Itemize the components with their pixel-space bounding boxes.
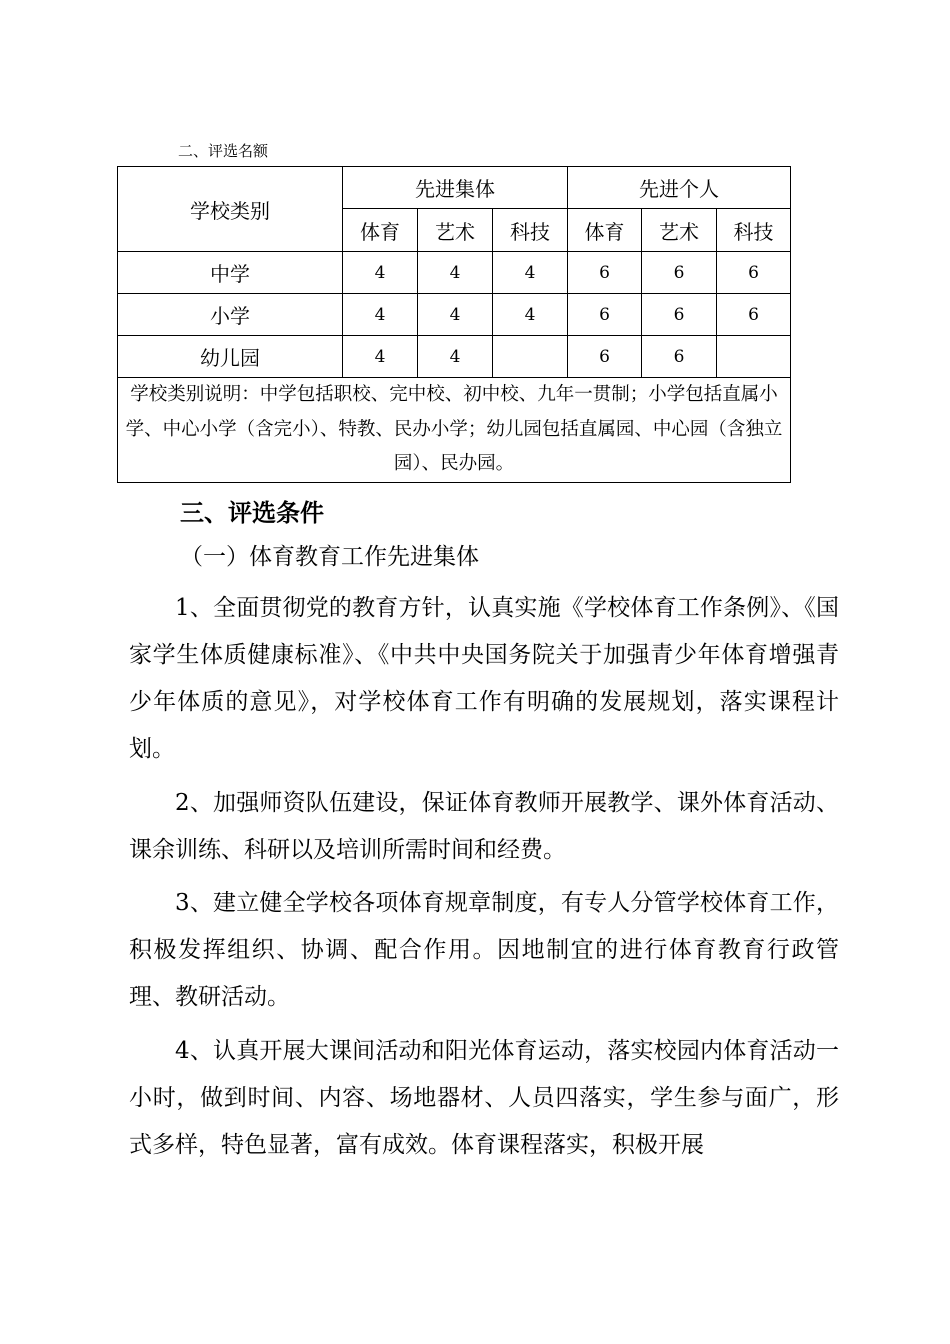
table-row	[118, 252, 791, 294]
table-cell	[717, 336, 791, 378]
subheader-cell: 艺术	[418, 209, 493, 252]
paragraph-1: 1、全面贯彻党的教育方针，认真实施《学校体育工作条例》、《国家学生体质健康标准》、《中共中央国务院关于加强青少年体育增强青少年体质的意见》，对学校体育工作有明确的发展规划，落实课程计划。	[129, 595, 839, 762]
subheader-cell: 体育	[343, 209, 418, 252]
table-cell: 6	[568, 252, 642, 294]
table-row	[118, 336, 791, 378]
school-type-header: 学校类别	[118, 167, 343, 252]
table-row	[118, 294, 791, 336]
paragraph-2: 2、加强师资队伍建设，保证体育教师开展教学、课外体育活动、课余训练、科研以及培训所需时间和经费。	[129, 790, 839, 863]
table-cell: 6	[568, 336, 642, 378]
table-cell: 6	[642, 336, 717, 378]
table-note-row	[118, 378, 791, 483]
table-header-row	[118, 167, 791, 209]
paragraph-4: 4、认真开展大课间活动和阳光体育运动，落实校园内体育活动一小时，做到时间、内容、场地器材、人员四落实，学生参与面广，形式多样，特色显著，富有成效。体育课程落实，积极开展	[129, 1038, 839, 1158]
paragraph-3: 3、建立健全学校各项体育规章制度，有专人分管学校体育工作，积极发挥组织、协调、配合作用。因地制宜的进行体育教育行政管理、教研活动。	[129, 890, 839, 1010]
section-heading: 三、评选条件	[180, 498, 324, 527]
row-label: 中学	[118, 252, 343, 294]
row-label: 幼儿园	[118, 336, 343, 378]
subheader-cell: 科技	[493, 209, 568, 252]
table-cell	[493, 336, 568, 378]
table-cell: 4	[418, 294, 493, 336]
table-cell: 4	[343, 252, 418, 294]
table-cell: 4	[343, 294, 418, 336]
table-cell: 6	[568, 294, 642, 336]
table-cell: 4	[343, 336, 418, 378]
table-cell: 4	[493, 294, 568, 336]
table-cell: 4	[493, 252, 568, 294]
table-cell: 6	[717, 294, 791, 336]
table-cell: 6	[642, 294, 717, 336]
group-header-collective: 先进集体	[343, 167, 568, 209]
quota-table	[117, 166, 791, 483]
table-cell: 4	[418, 252, 493, 294]
table-cell: 4	[418, 336, 493, 378]
subheader-cell: 艺术	[642, 209, 717, 252]
subheader-cell: 体育	[568, 209, 642, 252]
subheader-cell: 科技	[717, 209, 791, 252]
row-label: 小学	[118, 294, 343, 336]
subsection-heading: （一）体育教育工作先进集体	[180, 544, 479, 570]
group-header-individual: 先进个人	[568, 167, 791, 209]
table-note: 学校类别说明：中学包括职校、完中校、初中校、九年一贯制；小学包括直属小学、中心小学（含完小）、特教、民办小学；幼儿园包括直属园、中心园（含独立园）、民办园。	[118, 378, 791, 483]
section-title: 二、评选名额	[178, 142, 269, 160]
table-cell: 6	[717, 252, 791, 294]
table-cell: 6	[642, 252, 717, 294]
